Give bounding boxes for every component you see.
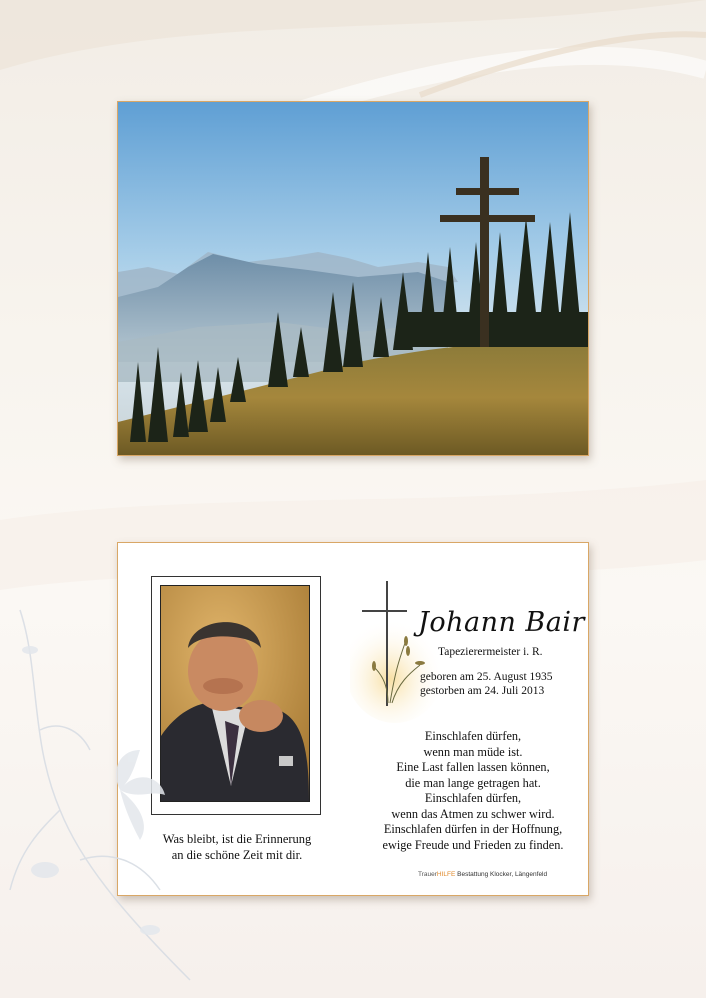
poem-line: wenn das Atmen zu schwer wird. [391, 806, 555, 821]
poem-line: Einschlafen dürfen, [424, 729, 522, 743]
brand-name-part1: Trauer [418, 871, 437, 878]
poem-line: die man lange getragen hat. [405, 775, 541, 790]
poem-line: Einschlafen dürfen, [424, 791, 522, 805]
poem-line: Einschlafen dürfen in der Hoffnung, [383, 822, 563, 836]
funeral-home-name: Bestattung Klocker, Längenfeld [455, 871, 548, 878]
funeral-home-credit [418, 871, 547, 878]
poem [358, 729, 588, 853]
poem-line: Eine Last fallen lassen können, [396, 760, 550, 774]
occupation: Tapezierermeister i. R. [438, 646, 543, 658]
poem-line: ewige Freude und Frieden zu finden. [382, 837, 564, 852]
poem-line: wenn man müde ist. [423, 744, 523, 759]
floral-flourish-icon [0, 590, 200, 990]
quote-line: an die schöne Zeit mit dir. [171, 848, 303, 862]
birth-date: geboren am 25. August 1935 [420, 671, 553, 683]
quote-line: Was bleibt, ist die Erinnerung [162, 832, 312, 846]
life-dates [420, 670, 553, 698]
deceased-name: Johann Bair [418, 607, 585, 638]
landscape-photo [117, 101, 589, 456]
brand-name-part2: HILFE [436, 871, 456, 878]
death-date: gestorben am 24. Juli 2013 [420, 685, 545, 697]
